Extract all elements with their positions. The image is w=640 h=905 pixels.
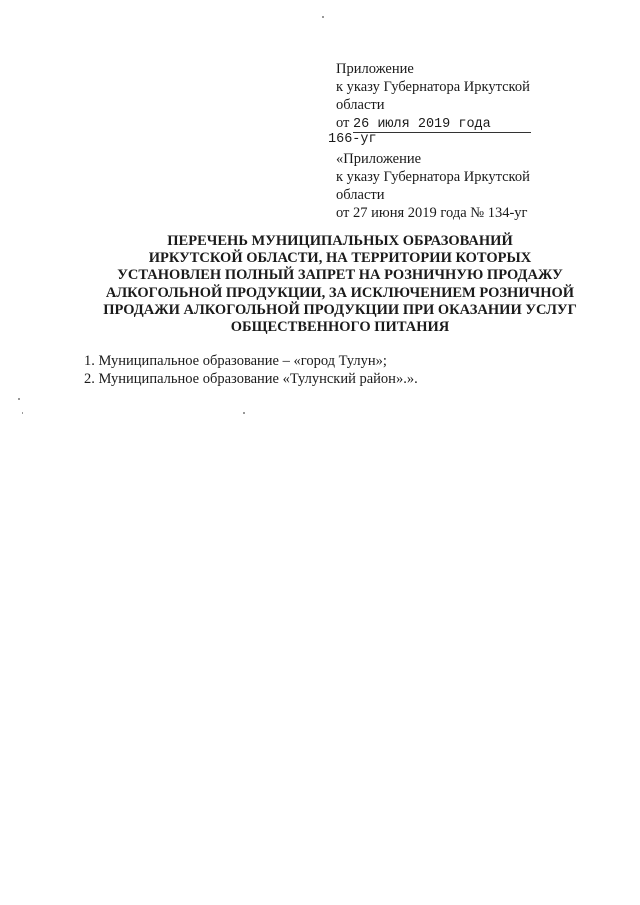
scan-speck [22,412,23,414]
decree-date-line [336,114,626,134]
annex-line: к указу Губернатора Иркутской [336,169,530,185]
scan-speck [243,412,245,414]
annex-line: «Приложение [336,151,422,167]
title-line: ПРОДАЖИ АЛКОГОЛЬНОЙ ПРОДУКЦИИ ПРИ ОКАЗАНИИ УСЛУГ [103,301,577,318]
scan-speck [322,16,324,18]
title-line: АЛКОГОЛЬНОЙ ПРОДУКЦИИ, ЗА ИСКЛЮЧЕНИЕМ РОЗНИЧНОЙ [105,284,575,301]
list-item: 1. Муниципальное образование – «город Тулун»; [84,353,387,369]
annex-header [336,150,626,222]
attachment-line: Приложение [336,61,414,77]
title-line: ИРКУТСКОЙ ОБЛАСТИ, НА ТЕРРИТОРИИ КОТОРЫХ [148,250,532,267]
attachment-line: области [336,97,385,113]
title-line: УСТАНОВЛЕН ПОЛНЫЙ ЗАПРЕТ НА РОЗНИЧНУЮ ПРОДАЖУ [117,267,563,284]
date-prefix: от [336,115,354,131]
municipality-list [84,352,604,388]
list-item: 2. Муниципальное образование «Тулунский район».». [84,371,418,387]
scan-speck [18,398,20,400]
decree-number: 166-уг [328,132,377,147]
attachment-line: к указу Губернатора Иркутской [336,79,530,95]
decree-date: 26 июля 2019 года [353,117,531,133]
title-line: ПЕРЕЧЕНЬ МУНИЦИПАЛЬНЫХ ОБРАЗОВАНИЙ [167,233,513,249]
annex-line: области [336,187,385,203]
annex-line: от 27 июня 2019 года № 134-уг [336,205,528,221]
document-title [70,233,610,336]
attachment-header [336,60,626,134]
title-line: ОБЩЕСТВЕННОГО ПИТАНИЯ [230,319,450,336]
